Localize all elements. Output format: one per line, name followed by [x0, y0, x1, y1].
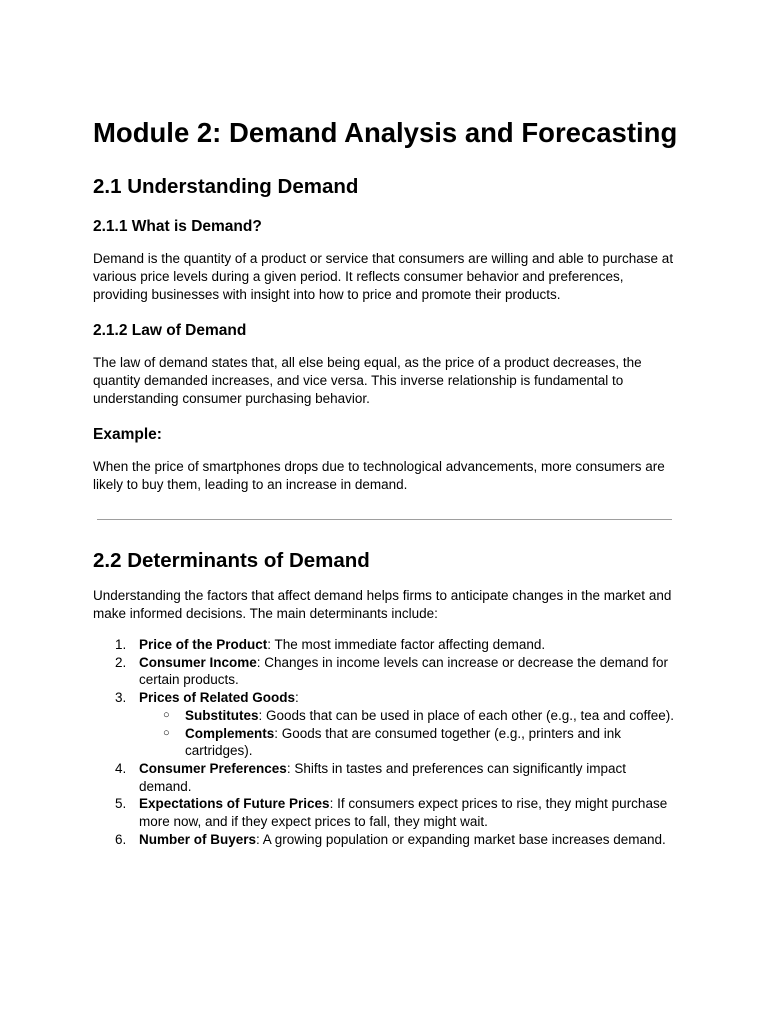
list-item-term: Consumer Income — [139, 654, 257, 670]
paragraph-what-is-demand: Demand is the quantity of a product or service that consumers are willing and able to purchase at various price levels during a given period. It reflects consumer behavior and preferences, providing businesses with insight into how to price and promote their products. — [93, 251, 674, 302]
sub-list-item-term: Complements — [185, 725, 275, 741]
list-number: 1. — [115, 637, 127, 652]
hollow-circle-bullet-icon: ○ — [163, 726, 170, 739]
sub-list-item — [139, 707, 678, 725]
section-divider — [97, 519, 672, 520]
list-item-term: Price of the Product — [139, 637, 268, 652]
list-item — [93, 831, 678, 849]
document-page — [93, 114, 678, 848]
list-item — [93, 689, 678, 760]
hollow-circle-bullet-icon: ○ — [163, 708, 170, 721]
list-item-term: Number of Buyers — [139, 831, 257, 847]
list-number: 2. — [115, 654, 127, 670]
list-item-term: Prices of Related Goods — [139, 690, 296, 706]
list-number: 5. — [115, 796, 127, 812]
list-item-term: Expectations of Future Prices — [139, 796, 330, 812]
list-item-description: : Changes in income levels can increase or decrease the demand for certain products. — [139, 654, 669, 688]
subsection-heading-law-of-demand: 2.1.2 Law of Demand — [93, 322, 247, 339]
related-goods-sublist — [139, 707, 678, 760]
list-item-term: Consumer Preferences — [139, 760, 287, 776]
list-item — [93, 760, 678, 795]
example-heading: Example: — [93, 426, 162, 443]
list-number: 6. — [115, 831, 127, 847]
paragraph-determinants-intro: Understanding the factors that affect demand helps firms to anticipate changes in the market and make informed decisions. The main determinants include: — [93, 588, 672, 621]
sub-list-item-description: : Goods that are consumed together (e.g., printers and ink cartridges). — [185, 725, 621, 759]
determinants-list — [93, 636, 678, 848]
section-heading-understanding-demand: 2.1 Understanding Demand — [93, 175, 359, 198]
list-item-description: : Shifts in tastes and preferences can significantly impact demand. — [139, 760, 626, 794]
list-item — [93, 654, 678, 689]
sub-list-item-term: Substitutes — [185, 707, 259, 723]
sub-list-item — [139, 725, 678, 760]
list-item — [93, 636, 678, 654]
section-heading-determinants-of-demand: 2.2 Determinants of Demand — [93, 549, 370, 572]
subsection-heading-what-is-demand: 2.1.1 What is Demand? — [93, 218, 262, 235]
list-item-description: : The most immediate factor affecting demand. — [267, 637, 546, 652]
list-number: 4. — [115, 760, 127, 776]
list-item-description: : A growing population or expanding market base increases demand. — [256, 831, 666, 847]
paragraph-law-of-demand: The law of demand states that, all else being equal, as the price of a product decreases, the quantity demanded increases, and vice versa. This inverse relationship is fundamental to understanding consumer purchasing behavior. — [93, 355, 642, 406]
paragraph-example: When the price of smartphones drops due to technological advancements, more consumers are likely to buy them, leading to an increase in demand. — [93, 459, 665, 492]
list-item-description: : — [295, 690, 299, 706]
list-item-description: : If consumers expect prices to rise, they might purchase more now, and if they expect prices to fall, they might wait. — [139, 796, 668, 830]
page-title: Module 2: Demand Analysis and Forecasting — [93, 117, 678, 148]
list-number: 3. — [115, 690, 127, 706]
list-item — [93, 795, 678, 830]
sub-list-item-description: : Goods that can be used in place of each other (e.g., tea and coffee). — [258, 707, 675, 723]
